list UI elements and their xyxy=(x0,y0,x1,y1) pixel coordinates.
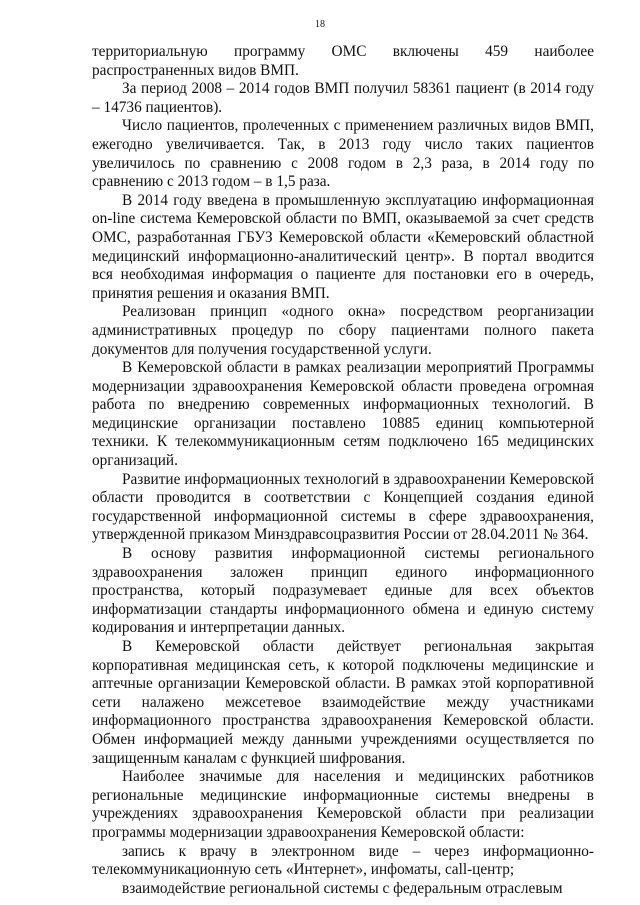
page-body xyxy=(92,43,594,898)
paragraph: Число пациентов, пролеченных с применением различных видов ВМП, ежегодно увеличивается. Так, в 2013 году число таких пациентов увеличилось по сравнению с 2008 годом в 2,3 раза, в 2014 году по сравнению с 2013 годом – в 1,5 раза. xyxy=(92,117,594,191)
paragraph: В 2014 году введена в промышленную эксплуатацию информационная on-line система Кемеровской области по ВМП, оказываемой за счет средств ОМС, разработанная ГБУЗ Кемеровской области «Кемеровский областной медицинский информационно-аналитический центр». В портал вводится вся необходимая информация о пациенте для постановки его в очередь, принятия решения и оказания ВМП. xyxy=(92,191,594,302)
paragraph: Реализован принцип «одного окна» посредством реорганизации административных процедур по сбору пациентами полного пакета документов для получения государственной услуги. xyxy=(92,303,594,358)
paragraph: За период 2008 – 2014 годов ВМП получил 58361 пациент (в 2014 году – 14736 пациентов). xyxy=(92,80,594,116)
paragraph: В Кемеровской области в рамках реализации мероприятий Программы модернизации здравоохранения Кемеровской области проведена огромная работа по внедрению современных информационных технологий. В медицинские организации поставлено 10885 единиц компьютерной техники. К телекоммуникационным сетям подключено 165 медицинских организаций. xyxy=(92,359,594,470)
paragraph: В Кемеровской области действует региональная закрытая корпоративная медицинская сеть, к которой подключены медицинские и аптечные организации Кемеровской области. В рамках этой корпоративной сети налажено межсетевое взаимодействие между участниками информационного пространства здравоохранения Кемеровской области. Обмен информацией между данными учреждениями осуществляется по защищенным каналам с функцией шифрования. xyxy=(92,638,594,767)
paragraph: Наиболее значимые для населения и медицинских работников региональные медицинские информационные системы внедрены в учреждениях здравоохранения Кемеровской области при реализации программы модернизации здравоохранения Кемеровской области: xyxy=(92,768,594,841)
page-number: 18 xyxy=(315,19,325,30)
paragraph: территориальную программу ОМС включены 459 наиболее распространенных видов ВМП. xyxy=(92,43,594,79)
paragraph: Развитие информационных технологий в здравоохранении Кемеровской области проводится в соответствии с Концепцией создания единой государственной информационной системы в сфере здравоохранения, утвержденной приказом Минздравсоцразвития России от 28.04.2011 № 364. xyxy=(92,470,594,544)
list-item: запись к врачу в электронном виде – через информационно-телекоммуникационную сеть «Интернет», инфоматы, call-центр; xyxy=(92,842,594,879)
paragraph: В основу развития информационной системы регионального здравоохранения заложен принцип единого информационного пространства, который подразумевает единые для всех объектов информатизации стандарты информационного обмена и единую систему кодирования и интерпретации данных. xyxy=(92,545,594,637)
list-item: взаимодействие региональной системы с федеральным отраслевым xyxy=(122,879,563,897)
